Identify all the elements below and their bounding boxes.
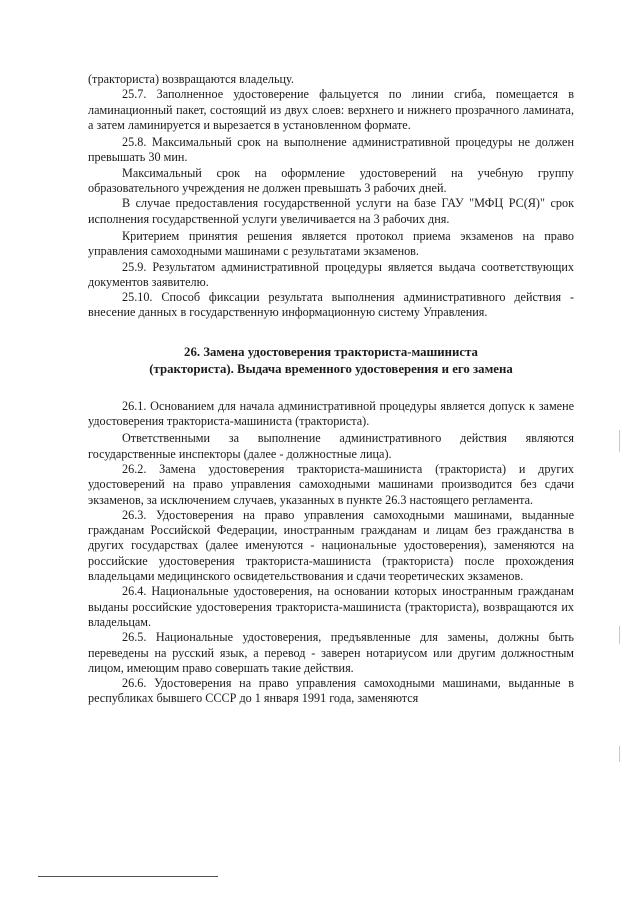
margin-scan-mark xyxy=(619,430,620,452)
document-body xyxy=(88,72,574,707)
paragraph-mfc-term: В случае предоставления государственной услуги на базе ГАУ "МФЦ РС(Я)" срок исполнения государственной услуги увеличивается на 3 рабочих дня. xyxy=(88,196,574,226)
section-heading-line-1: 26. Замена удостоверения тракториста-машиниста xyxy=(184,344,478,359)
paragraph-25-7: 25.7. Заполненное удостоверение фальцуется по линии сгиба, помещается в ламинационный пакет, состоящий из двух слоев: верхнего и нижнего прозрачного ламината, а затем ламинируется и вырезается в установленном формате. xyxy=(88,87,574,132)
section-heading-26 xyxy=(88,344,574,378)
margin-scan-mark xyxy=(619,746,620,762)
paragraph-26-2: 26.2. Замена удостоверения тракториста-машиниста (тракториста) и других удостоверений на право управления самоходными машинами производится без сдачи экзаменов, за исключением случаев, указанных в пункте 26.3 настоящего регламента. xyxy=(88,461,574,507)
footnote-separator xyxy=(38,876,218,877)
paragraph-26-5: 26.5. Национальные удостоверения, предъявленные для замены, должны быть переведены на русский язык, а перевод - заверен нотариусом или другим должностным лицом, имеющим право совершать такие действия. xyxy=(88,630,574,675)
paragraph-responsible-officials: Ответственными за выполнение административного действия являются государственные инспекторы (далее - должностные лица). xyxy=(88,431,574,461)
paragraph-26-4: 26.4. Национальные удостоверения, на основании которых иностранным гражданам выданы российские удостоверения тракториста-машиниста (тракториста), возвращаются их владельцам. xyxy=(88,584,574,629)
section-heading-line-2: (тракториста). Выдача временного удостоверения и его замена xyxy=(149,361,513,376)
paragraph-25-9: 25.9. Результатом административной процедуры является выдача соответствующих документов заявителю. xyxy=(88,259,574,289)
paragraph-continuation: (тракториста) возвращаются владельцу. xyxy=(88,72,294,86)
margin-scan-mark xyxy=(619,626,620,644)
paragraph-25-8: 25.8. Максимальный срок на выполнение административной процедуры не должен превышать 30 мин. xyxy=(88,135,574,165)
paragraph-26-6: 26.6. Удостоверения на право управления самоходными машинами, выданные в республиках бывшего СССР до 1 января 1991 года, заменяются xyxy=(88,676,574,706)
paragraph-25-10: 25.10. Способ фиксации результата выполнения административного действия - внесение данных в государственную информационную систему Управления. xyxy=(88,290,574,320)
paragraph-26-3: 26.3. Удостоверения на право управления самоходными машинами, выданные гражданам Российской Федерации, иностранным гражданам и лицам без гражданства в других государствах (далее именуются - национальные удостоверения), заменяются на российские удостоверения тракториста-машиниста (тракториста) после прохождения владельцами медицинского освидетельствования и сдачи теоретических экзаменов. xyxy=(88,507,574,584)
paragraph-decision-criterion: Критерием принятия решения является протокол приема экзаменов на право управления самоходными машинами с результатами экзаменов. xyxy=(88,228,574,259)
paragraph-max-term-group: Максимальный срок на оформление удостоверений на учебную группу образовательного учреждения не должен превышать 3 рабочих дней. xyxy=(88,165,574,196)
paragraph-26-1: 26.1. Основанием для начала административной процедуры является допуск к замене удостоверения тракториста-машиниста (тракториста). xyxy=(88,398,574,429)
